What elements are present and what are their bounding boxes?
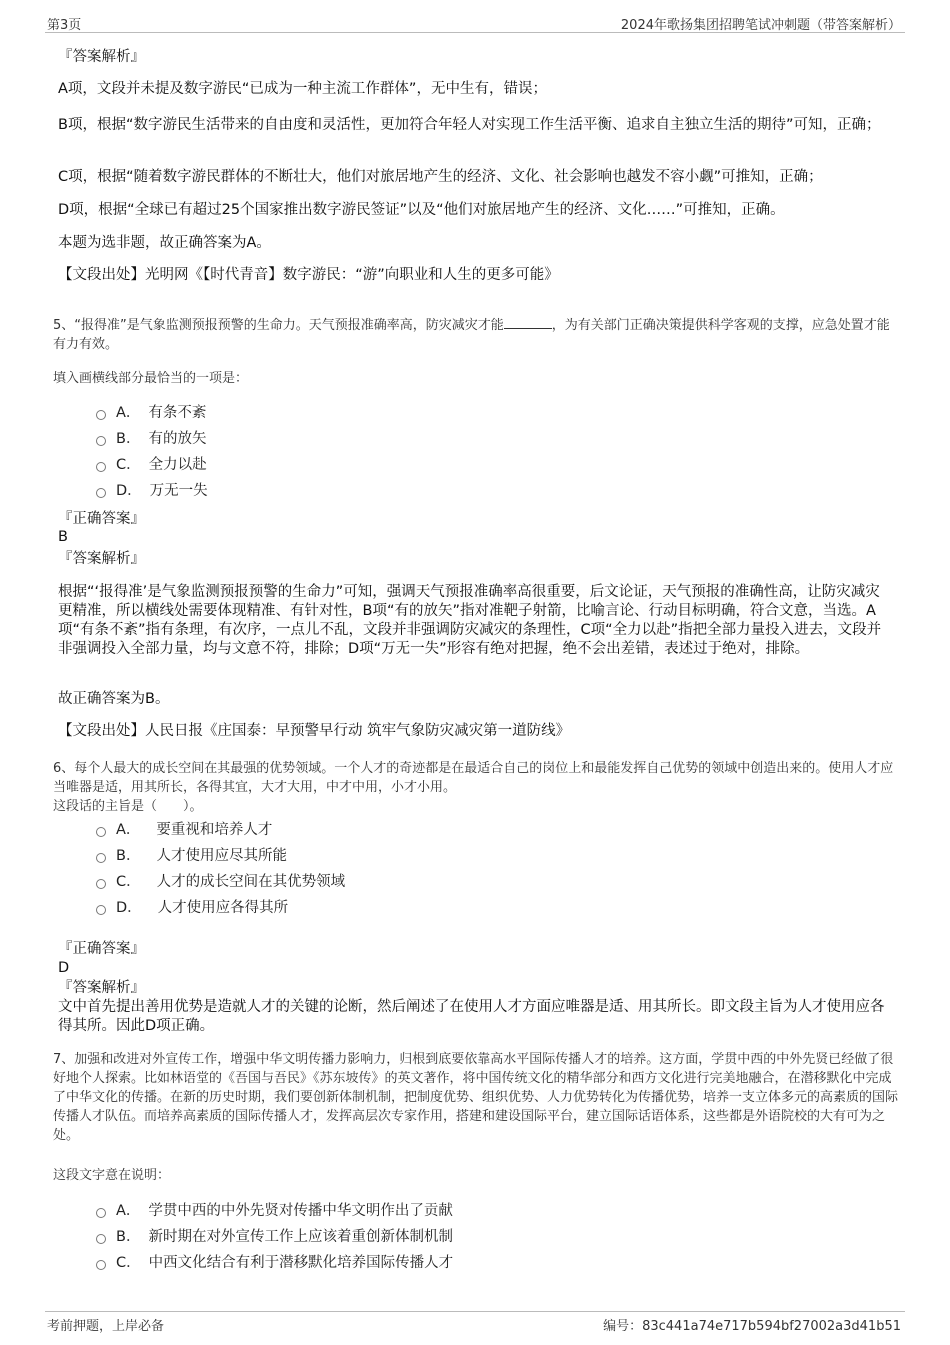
q5-answer: B xyxy=(58,529,68,545)
q5-option-d[interactable]: D． 万无一失 xyxy=(96,481,208,501)
q6-question: 这段话的主旨是（ ）。 xyxy=(53,799,203,814)
q7-option-a[interactable]: A． 学贯中西的中外先贤对传播中华文明作出了贡献 xyxy=(96,1201,453,1221)
radio-button[interactable] xyxy=(96,905,106,915)
page-header xyxy=(45,12,905,33)
q5-analysis: 根据“‘报得准’是气象监测预报预警的生命力”可知，强调天气预报准确率高很重要，后文论证，天气预报的准确性高，让防灾减灾更精准，所以横线处需要体现精准、有针对性，B项“有的放矢”指对准靶子射箭，比喻言论、行动目标明确，符合文意，当选。A项“有条不紊”指有条理，有次序，一点儿不乱，文段并非强调防灾减灾的条理性，C项“全力以赴”指把全部力量投入进去，文段并非强调投入全部力量，均与文意不符，排除；D项“万无一失”形容有绝对把握，绝不会出差错，表述过于绝对，排除。 xyxy=(58,584,882,657)
footer-slogan: 考前押题，上岸必备 xyxy=(47,1319,165,1334)
q5-source: 【文段出处】人民日报《庄国泰：早预警早行动 筑牢气象防灾减灾第一道防线》 xyxy=(58,723,571,739)
fill-blank xyxy=(504,315,552,329)
q7-question: 这段文字意在说明： xyxy=(53,1168,171,1183)
q6-analysis-label: 『答案解析』 xyxy=(58,980,145,996)
document-title: 2024年歌扬集团招聘笔试冲刺题（带答案解析） xyxy=(620,18,901,33)
document-code: 编号：83c441a74e717b594bf27002a3d41b51 xyxy=(603,1319,901,1334)
page-number: 第3页 xyxy=(47,18,82,33)
q5-option-b[interactable]: B． 有的放矢 xyxy=(96,429,206,449)
q5-stem: 5、“报得准”是气象监测预报预警的生命力。天气预报准确率高，防灾减灾才能 ，为有关部门正确决策提供科学客观的支撑，应急处置才能有力有效。 xyxy=(53,315,898,354)
q4-analysis-c: C项，根据“随着数字游民群体的不断壮大，他们对旅居地产生的经济、文化、社会影响也越发不容小觑”可推知，正确； xyxy=(58,169,823,185)
radio-button[interactable] xyxy=(96,1260,106,1270)
radio-button[interactable] xyxy=(96,1234,106,1244)
radio-button[interactable] xyxy=(96,436,106,446)
q4-source: 【文段出处】光明网《【时代青音】数字游民：“游”向职业和人生的更多可能》 xyxy=(58,267,559,283)
q6-analysis: 文中首先提出善用优势是造就人才的关键的论断，然后阐述了在使用人才方面应唯器是适、用其所长。即文段主旨为人才使用应各得其所。因此D项正确。 xyxy=(58,999,885,1034)
q7-stem: 7、加强和改进对外宣传工作，增强中华文明传播力影响力，归根到底要依靠高水平国际传播人才的培养。这方面，学贯中西的中外先贤已经做了很好地个人探索。比如林语堂的《吾国与吾民》《苏东坡传》的英文著作，将中国传统文化的精华部分和西方文化进行完美地融合，在潜移默化中完成了中华文化的传播。在新的历史时期，我们要创新体制机制，把制度优势、组织优势、人力优势转化为传播优势，培养一支立体多元的高素质的国际传播人才队伍。而培养高素质的国际传播人才，发挥高层次专家作用，搭建和建设国际平台，建立国际话语体系，这些都是外语院校的大有可为之处。 xyxy=(53,1052,899,1143)
q7-option-c[interactable]: C． 中西文化结合有利于潜移默化培养国际传播人才 xyxy=(96,1253,453,1273)
q6-option-c[interactable]: C． 人才的成长空间在其优势领域 xyxy=(96,872,345,892)
radio-button[interactable] xyxy=(96,462,106,472)
q5-analysis-label: 『答案解析』 xyxy=(58,551,145,567)
radio-button[interactable] xyxy=(96,827,106,837)
q7-option-b[interactable]: B． 新时期在对外宣传工作上应该着重创新体制机制 xyxy=(96,1227,453,1247)
q4-conclusion: 本题为选非题，故正确答案为A。 xyxy=(58,235,271,251)
q5-answer-label: 『正确答案』 xyxy=(58,511,145,527)
q5-option-c[interactable]: C． 全力以赴 xyxy=(96,455,207,475)
q5-conclusion: 故正确答案为B。 xyxy=(58,691,170,707)
q4-analysis-d: D项，根据“全球已有超过25个国家推出数字游民签证”以及“他们对旅居地产生的经济、文化……”可推知，正确。 xyxy=(58,202,785,218)
q4-analysis-a: A项，文段并未提及数字游民“已成为一种主流工作群体”，无中生有，错误； xyxy=(58,81,547,97)
q6-answer-label: 『正确答案』 xyxy=(58,941,145,957)
q6-answer: D xyxy=(58,960,70,976)
page-footer xyxy=(45,1311,905,1334)
radio-button[interactable] xyxy=(96,410,106,420)
radio-button[interactable] xyxy=(96,1208,106,1218)
q5-option-a[interactable]: A． 有条不紊 xyxy=(96,403,206,423)
q6-option-d[interactable]: D． 人才使用应各得其所 xyxy=(96,898,288,918)
q6-option-a[interactable]: A． 要重视和培养人才 xyxy=(96,820,272,840)
q6-option-b[interactable]: B． 人才使用应尽其所能 xyxy=(96,846,287,866)
q5-instruction: 填入画横线部分最恰当的一项是： xyxy=(53,371,249,386)
q6-stem: 6、每个人最大的成长空间在其最强的优势领域。一个人才的奇迹都是在最适合自己的岗位上和最能发挥自己优势的领域中创造出来的。使用人才应当唯器是适，用其所长，各得其宜，大才大用，中才中用，小才小用。 xyxy=(53,761,894,795)
q4-analysis-label: 『答案解析』 xyxy=(58,49,145,65)
q4-analysis-b: B项，根据“数字游民生活带来的自由度和灵活性，更加符合年轻人对实现工作生活平衡、追求自主独立生活的期待”可知，正确； xyxy=(58,117,881,133)
radio-button[interactable] xyxy=(96,488,106,498)
radio-button[interactable] xyxy=(96,853,106,863)
radio-button[interactable] xyxy=(96,879,106,889)
